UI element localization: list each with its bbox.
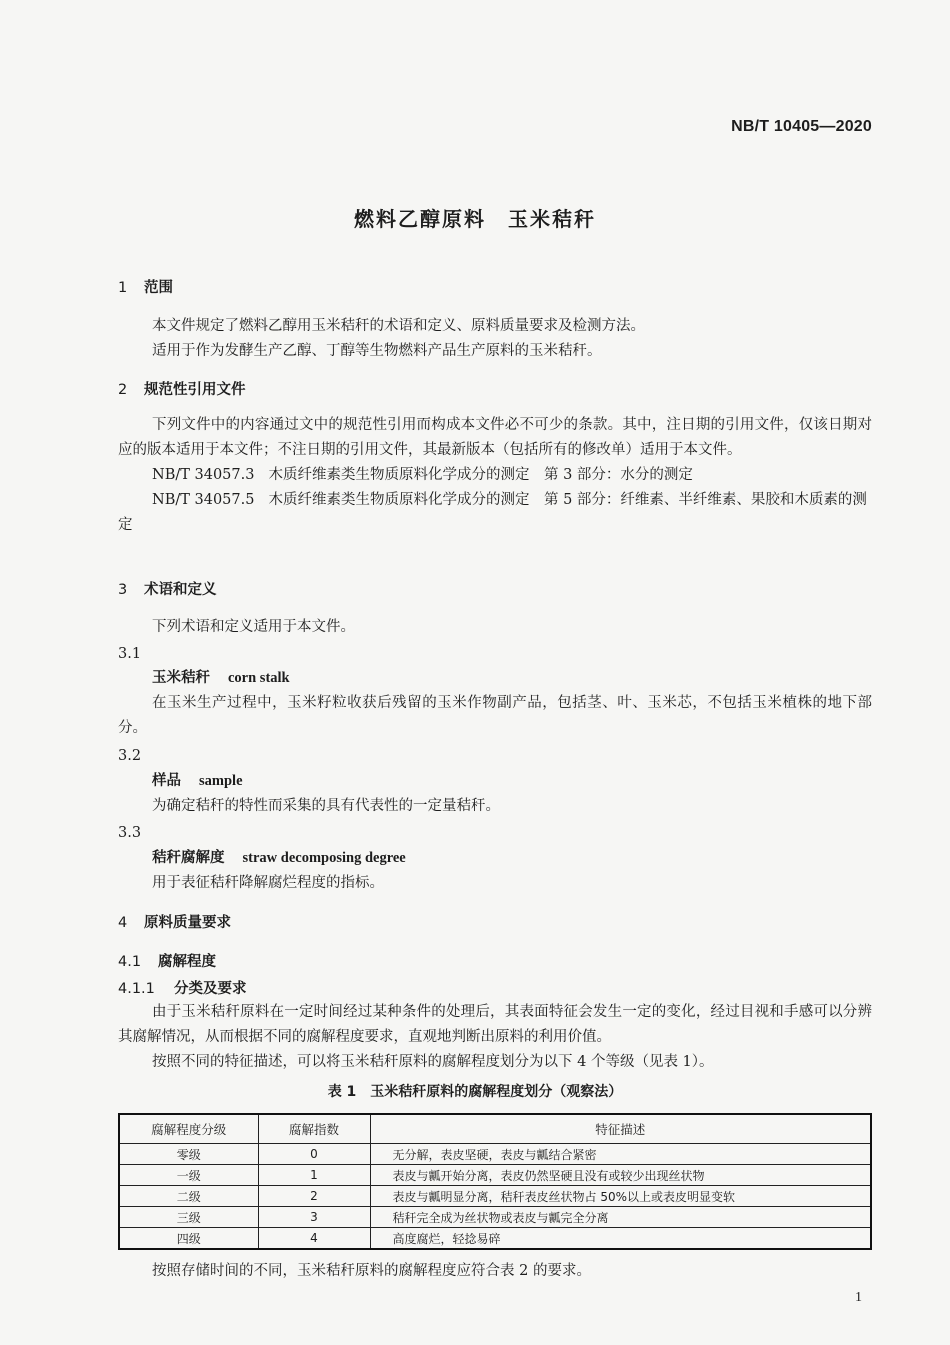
paragraph: 适用于作为发酵生产乙醇、丁醇等生物燃料产品生产原料的玉米秸秆。 <box>152 343 602 359</box>
section-number: 1 <box>118 280 128 296</box>
term-chinese: 样品 <box>152 773 181 789</box>
document-title: 燃料乙醇原料 玉米秸秆 <box>354 207 596 231</box>
grade-cell: 一级 <box>119 1165 258 1186</box>
description-cell: 表皮与瓤开始分离，表皮仍然坚硬且没有或较少出现丝状物 <box>370 1165 871 1186</box>
term-3-3-number: 3.3 <box>118 825 142 841</box>
section-title: 规范性引用文件 <box>144 382 246 398</box>
section-number: 3 <box>118 582 128 598</box>
grade-cell: 零级 <box>119 1144 258 1165</box>
description-cell: 高度腐烂，轻捻易碎 <box>370 1228 871 1250</box>
reference-title: 木质纤维素类生物质原料化学成分的测定 第 5 部分：纤维素、半纤维素、果胶和木质素的测定 <box>118 492 867 533</box>
table-row <box>119 1186 871 1207</box>
column-header: 特征描述 <box>370 1114 871 1144</box>
subsection-4-1-heading <box>118 950 872 975</box>
index-cell: 1 <box>258 1165 370 1186</box>
section-2-heading <box>118 378 872 403</box>
subsection-4-1-1-heading <box>118 977 872 1002</box>
decomposition-grade-table <box>118 1113 872 1250</box>
term-3-3-definition <box>118 871 872 896</box>
term-english: corn stalk <box>228 670 290 686</box>
index-cell: 0 <box>258 1144 370 1165</box>
section-title: 原料质量要求 <box>144 915 231 931</box>
reference-code: NB/T 34057.3 <box>152 467 255 483</box>
term-3-1-definition <box>118 691 872 741</box>
section-title: 分类及要求 <box>174 981 247 997</box>
standard-code: NB/T 10405—2020 <box>731 118 872 135</box>
section-title: 术语和定义 <box>144 582 217 598</box>
term-chinese: 玉米秸秆 <box>152 670 210 686</box>
index-cell: 4 <box>258 1228 370 1250</box>
grade-cell: 四级 <box>119 1228 258 1250</box>
reference-title: 木质纤维素类生物质原料化学成分的测定 第 3 部分：水分的测定 <box>268 467 693 483</box>
section-title: 范围 <box>144 280 173 296</box>
grade-cell: 二级 <box>119 1186 258 1207</box>
grade-cell: 三级 <box>119 1207 258 1228</box>
section-number: 4 <box>118 915 128 931</box>
reference-item <box>118 463 872 488</box>
index-cell: 2 <box>258 1186 370 1207</box>
definition-text: 用于表征秸秆降解腐烂程度的指标。 <box>152 875 384 891</box>
paragraph: 下列文件中的内容通过文中的规范性引用而构成本文件必不可少的条款。其中，注日期的引用文件，仅该日期对应的版本适用于本文件；不注日期的引用文件，其最新版本（包括所有的修改单）适用于本文件。 <box>118 417 872 458</box>
description-cell: 秸秆完全成为丝状物或表皮与瓤完全分离 <box>370 1207 871 1228</box>
description-cell: 无分解，表皮坚硬，表皮与瓤结合紧密 <box>370 1144 871 1165</box>
section-4-body <box>118 1000 872 1075</box>
after-table-paragraph <box>118 1259 872 1284</box>
paragraph: 按照不同的特征描述，可以将玉米秸秆原料的腐解程度划分为以下 4 个等级（见表 1）。 <box>152 1054 714 1070</box>
term-3-3-heading <box>118 846 906 871</box>
term-3-1-heading <box>118 666 906 691</box>
term-english: straw decomposing degree <box>242 850 406 866</box>
paragraph <box>118 615 872 640</box>
section-1-body <box>118 314 872 364</box>
reference-code: NB/T 34057.5 <box>152 492 255 508</box>
column-header: 腐解程度分级 <box>119 1114 258 1144</box>
section-3-heading <box>118 578 872 603</box>
index-cell: 3 <box>258 1207 370 1228</box>
table-row <box>119 1207 871 1228</box>
table-header-row <box>119 1114 871 1144</box>
term-english: sample <box>199 773 243 789</box>
section-1-heading <box>118 276 872 301</box>
section-4-heading <box>118 911 872 936</box>
column-header: 腐解指数 <box>258 1114 370 1144</box>
description-cell: 表皮与瓤明显分离，秸秆表皮丝状物占 50%以上或表皮明显变软 <box>370 1186 871 1207</box>
section-number: 2 <box>118 382 128 398</box>
paragraph: 本文件规定了燃料乙醇用玉米秸秆的术语和定义、原料质量要求及检测方法。 <box>152 318 645 334</box>
table-row <box>119 1144 871 1165</box>
term-chinese: 秸秆腐解度 <box>152 850 225 866</box>
term-3-2-number: 3.2 <box>118 748 142 764</box>
paragraph-text: 下列术语和定义适用于本文件。 <box>152 619 355 635</box>
section-number: 4.1 <box>118 954 142 970</box>
section-number: 4.1.1 <box>118 981 155 997</box>
section-title: 腐解程度 <box>158 954 216 970</box>
term-3-2-definition <box>118 794 872 819</box>
term-3-2-heading <box>118 769 906 794</box>
page-number: 1 <box>855 1290 862 1305</box>
paragraph-text: 按照存储时间的不同，玉米秸秆原料的腐解程度应符合表 2 的要求。 <box>152 1263 591 1279</box>
table-row <box>119 1228 871 1250</box>
reference-item <box>118 488 872 538</box>
table-caption: 表 1 玉米秸秆原料的腐解程度划分（观察法） <box>327 1084 623 1100</box>
table-row <box>119 1165 871 1186</box>
section-2-body <box>118 413 872 538</box>
paragraph: 由于玉米秸秆原料在一定时间经过某种条件的处理后，其表面特征会发生一定的变化，经过目视和手感可以分辨其腐解情况，从而根据不同的腐解程度要求，直观地判断出原料的利用价值。 <box>118 1004 872 1045</box>
term-3-1-number: 3.1 <box>118 646 142 662</box>
definition-text: 为确定秸秆的特性而采集的具有代表性的一定量秸秆。 <box>152 798 500 814</box>
definition-text: 在玉米生产过程中，玉米籽粒收获后残留的玉米作物副产品，包括茎、叶、玉米芯，不包括玉米植株的地下部分。 <box>118 695 872 736</box>
